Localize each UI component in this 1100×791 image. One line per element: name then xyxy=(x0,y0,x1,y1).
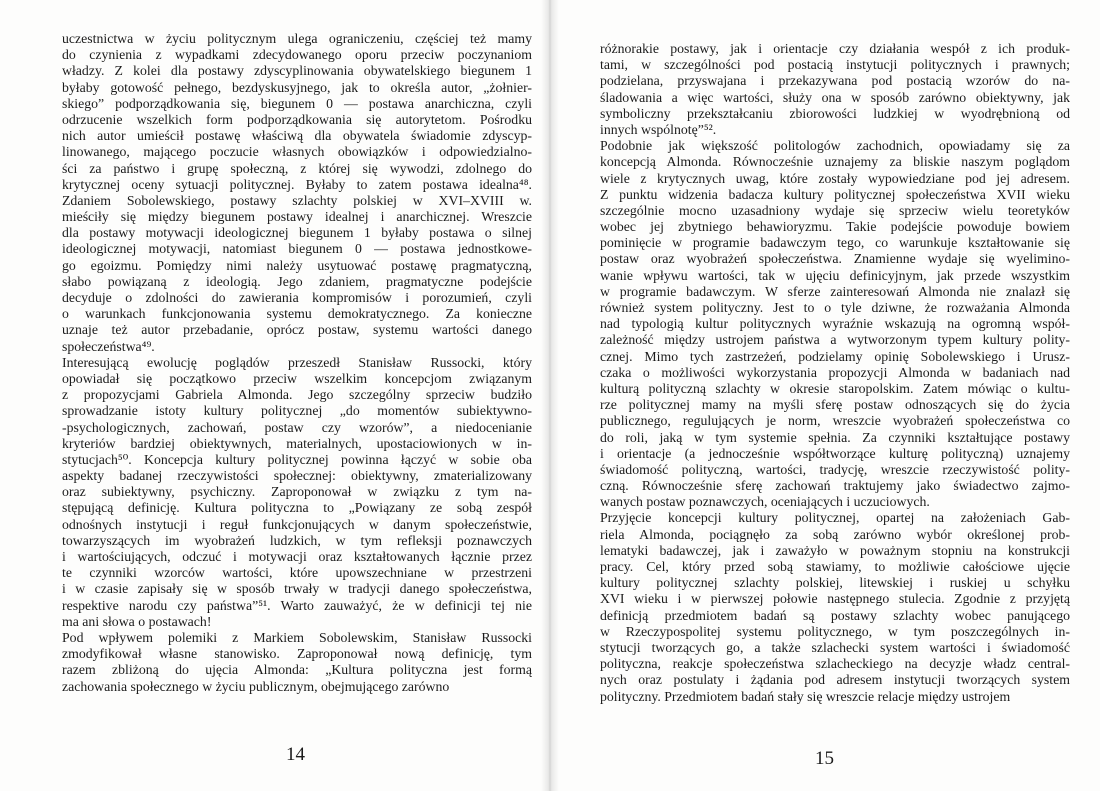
text-line: społeczeństwa⁴⁹. xyxy=(62,338,155,354)
text-line: uznaje też autor przebadanie, oprócz postaw, systemu wartości danego xyxy=(62,322,532,338)
text-line: towarzyszących im wyobrażeń ludzkich, w tym refleksji poznawczych xyxy=(62,532,532,548)
text-line: kryteriów bardziej obiektywnych, materialnych, upostaciowionych w in- xyxy=(62,435,532,451)
text-line: rze politycznej mamy na myśli sferę postaw odnoszących się do życia xyxy=(600,397,1070,413)
text-line: wanie wpływu wartości, tak w ujęciu definicyjnym, jak przede wszystkim xyxy=(600,267,1070,283)
text-line: kultury politycznej szlachty polskiej, litewskiej i ruskiej u schyłku xyxy=(600,575,1070,591)
text-line: lematyki badawczej, jak i zaważyło w poważnym stopniu na konstrukcji xyxy=(600,542,1070,558)
text-line: różnorakie postawy, jak i orientacje czy działania wespół z ich produk- xyxy=(600,41,1070,56)
text-line: uczestnictwa w życiu politycznym ulega ograniczeniu, częściej też mamy xyxy=(62,31,532,46)
text-line: odrzucenie wszelkich form podporządkowania się autorytetom. Pośrodku xyxy=(62,111,532,127)
text-line: i w czasie zapisały się w sposób trwały w tradycji danego społeczeństwa, xyxy=(62,581,532,597)
text-line: zależność między ustrojem państwa a wytworzonym typem kultury polity- xyxy=(600,332,1070,348)
text-line: Z punktu widzenia badacza kultury politycznej społeczeństwa XVII wieku xyxy=(600,186,1070,202)
text-line: z propozycjami Gabriela Almonda. Jego szczególny sprzeciw budziło xyxy=(62,387,532,403)
text-line: cznej. Mimo tych zastrzeżeń, podzielamy opinię Sobolewskiego i Urusz- xyxy=(600,348,1070,364)
text-line: władzy. Z kolei dla postawy zdyscyplinowania obywatelskiego biegunem 1 xyxy=(62,63,532,79)
text-line: zmodyfikował własne stanowisko. Zaproponował nową definicję, tym xyxy=(62,646,532,662)
text-line: wanych postaw poznawczych, oceniających i uczuciowych. xyxy=(600,494,930,510)
text-line: kulturą polityczną szlachty w okresie staropolskim. Zatem mówiąc o kultu- xyxy=(600,380,1070,396)
text-line: pracy. Cel, który przed sobą stawiamy, to możliwie całościowe ujęcie xyxy=(600,559,1070,574)
text-line: dla postawy motywacji ideologicznej biegunem 1 byłaby postawa o silnej xyxy=(62,225,532,241)
text-line: czną. Równocześnie sferę zachowań traktujemy jako świadectwo zajmo- xyxy=(600,478,1070,494)
text-line: opowiadał się początkowo przeciw wszelkim koncepcjom związanym xyxy=(62,370,532,386)
text-line: decyduje o zdolności do zawierania kompromisów i porozumień, czyli xyxy=(62,290,532,305)
text-line: mieściły się między biegunem postawy idealnej i anarchicznej. Wreszcie xyxy=(62,209,532,225)
text-line: Przyjęcie koncepcji kultury politycznej, opartej na założeniach Gab- xyxy=(600,510,1070,526)
right-page-text xyxy=(600,41,1070,705)
text-line: podzielana, przyswajana i przekazywana pod postacią wzorów do na- xyxy=(600,73,1070,89)
text-line: wiele z krytycznych uwag, które zostały wypowiedziane pod jej adresem. xyxy=(600,170,1070,186)
text-line: linowanego, mającego poczucie własnych obowiązków i odpowiedzialno- xyxy=(62,144,532,160)
text-line: skiego” podporządkowania się, biegunem 0 — postawa anarchiczna, czyli xyxy=(62,95,532,111)
text-line: o warunkach funkcjonowania systemu demokratycznego. Za konieczne xyxy=(62,306,532,322)
text-line: innych wspólnotę”⁵². xyxy=(600,121,717,137)
text-line: oraz subiektywny, psychiczny. Zaproponował w związku z tym na- xyxy=(62,484,532,500)
text-line: stytucjach⁵⁰. Koncepcja kultury politycznej powinna łączyć w sobie oba xyxy=(62,451,532,467)
right-page xyxy=(550,0,1100,791)
text-line: odnośnych instytucji i reguł funkcjonujących w danym społeczeństwie, xyxy=(62,516,532,532)
text-line: koncepcją Almonda. Równocześnie uznajemy za bliskie naszym poglądom xyxy=(600,154,1070,170)
text-line: pominięcie w programie badawczym tego, co warunkuje kształtowanie się xyxy=(600,235,1070,251)
text-line: polityczny. Przedmiotem badań stały się wreszcie relacje między ustrojem xyxy=(600,688,1011,704)
text-line: w Rzeczypospolitej systemu politycznego, w tym poszczególnych in- xyxy=(600,623,1070,639)
text-line: do czynienia z wypadkami zdecydowanego oporu przeciw poczynaniom xyxy=(62,47,532,63)
text-line: respektive narodu czy państwa”⁵¹. Warto zauważyć, że w definicji tej nie xyxy=(62,597,532,613)
left-page-number: 14 xyxy=(286,744,305,765)
text-line: aspekty badanej rzeczywistości społecznej: obiektywny, zmaterializowany xyxy=(62,468,532,484)
text-line: Interesującą ewolucję poglądów przeszedł Stanisław Russocki, który xyxy=(62,354,532,370)
text-line: XVI wieku i w pierwszej połowie następnego stulecia. Zgodnie z przyjętą xyxy=(600,591,1070,607)
text-line: nad typologią kultur politycznych wyraźnie wskazują na ogromną współ- xyxy=(600,316,1070,332)
text-line: zachowania społecznego w życiu publicznym, obejmującego zarówno xyxy=(62,678,450,694)
text-line: tami, w szczególności pod postacią instytucji politycznych i prawnych; xyxy=(600,57,1070,73)
text-line: go egoizmu. Pomiędzy nimi należy usytuować postawę pragmatyczną, xyxy=(62,257,532,273)
text-line: definicją przedmiotem badań są postawy szlachty wobec panującego xyxy=(600,607,1070,623)
text-line: ści za państwo i grupę społeczną, z której się wywodzi, zdolnego do xyxy=(62,160,532,176)
book-gutter xyxy=(541,0,559,791)
text-line: nych oraz postulaty i żądania pod adresem instytucji tworzących system xyxy=(600,672,1070,688)
text-line: i orientacje (a jednocześnie współtworzące kulturę polityczną) uznajemy xyxy=(600,445,1070,461)
text-line: ideologicznej motywacji, natomiast biegunem 0 — postawa jednostkowe- xyxy=(62,241,532,257)
text-line: również system polityczny. Jest to o tyle dziwne, że rozważania Almonda xyxy=(600,300,1070,315)
right-page-number: 15 xyxy=(815,748,834,769)
text-line: szczególnie mocno uzasadniony wydaje się sprzeciw wielu teoretyków xyxy=(600,202,1070,218)
left-page-text xyxy=(62,31,532,695)
text-line: i wartościujących, odczuć i motywacji oraz kształtowanych łącznie przez xyxy=(62,549,532,564)
text-line: Zdaniem Sobolewskiego, postawy szlachty polskiej w XVI–XVIII w. xyxy=(62,192,532,208)
text-line: sprowadzanie istoty kultury politycznej „do momentów subiektywno- xyxy=(62,403,532,419)
text-line: postaw oraz wyobrażeń społeczeństwa. Znamienne wydaje się wyelimino- xyxy=(600,251,1070,267)
text-line: w programie badawczym. W sferze zainteresowań Almonda nie znalazł się xyxy=(600,283,1070,299)
text-line: krytycznej oceny sytuacji politycznej. Byłaby to zatem postawa idealna⁴⁸. xyxy=(62,176,532,192)
text-line: wobec jej zbytniego behawioryzmu. Takie podejście powoduje bowiem xyxy=(600,219,1070,235)
text-line: ma ani słowa o postawach! xyxy=(62,613,212,629)
text-line: polityczna, reakcje społeczeństwa szlacheckiego na decyzje władz central- xyxy=(600,656,1070,672)
text-line: śladowania a więc wartości, służy ona w sposób zarówno obiektywny, jak xyxy=(600,89,1070,105)
text-line: świadomość polityczną, wartości, tradycję, wreszcie rzeczywistość polity- xyxy=(600,461,1070,477)
text-line: czaka o możliwości wykorzystania propozycji Almonda w badaniach nad xyxy=(600,364,1070,380)
text-line: stytucji tworzących go, a także szlachecki system wartości i świadomość xyxy=(600,639,1070,655)
text-line: symboliczny przekształcaniu zbiorowości ludzkiej w wyodrębnioną od xyxy=(600,105,1070,121)
text-line: stępującą definicję. Kultura polityczna to „Powiązany ze sobą zespół xyxy=(62,500,532,516)
text-line: nich autor umieścił postawę właściwą dla obywatela świadomie zdyscyp- xyxy=(62,128,532,144)
text-line: Pod wpływem polemiki z Markiem Sobolewskim, Stanisław Russocki xyxy=(62,629,532,645)
text-line: Podobnie jak większość politologów zachodnich, opowiadamy się za xyxy=(600,138,1070,154)
text-line: byłaby gotowość pełnego, bezdyskusyjnego, jak to określa autor, „żołnier- xyxy=(62,79,532,95)
text-line: publicznego, regulujących je norm, wreszcie wyobrażeń społeczeństwa co xyxy=(600,413,1070,429)
text-line: do roli, jaką w tym systemie spełnia. Za czynniki kształtujące postawy xyxy=(600,429,1070,445)
text-line: riela Almonda, pociągnęło za sobą zarówno wybór określonej prob- xyxy=(600,526,1070,542)
text-line: te czynniki wzorców wartości, które upowszechniane w przestrzeni xyxy=(62,565,532,581)
text-line: razem zbliżoną do ujęcia Almonda: „Kultura polityczna jest formą xyxy=(62,662,532,678)
text-line: -psychologicznych, zachowań, postaw czy wzorów”, a niedocenianie xyxy=(62,419,532,435)
text-line: słabo powiązaną z ideologią. Jego zdaniem, pragmatyczne podejście xyxy=(62,273,532,289)
